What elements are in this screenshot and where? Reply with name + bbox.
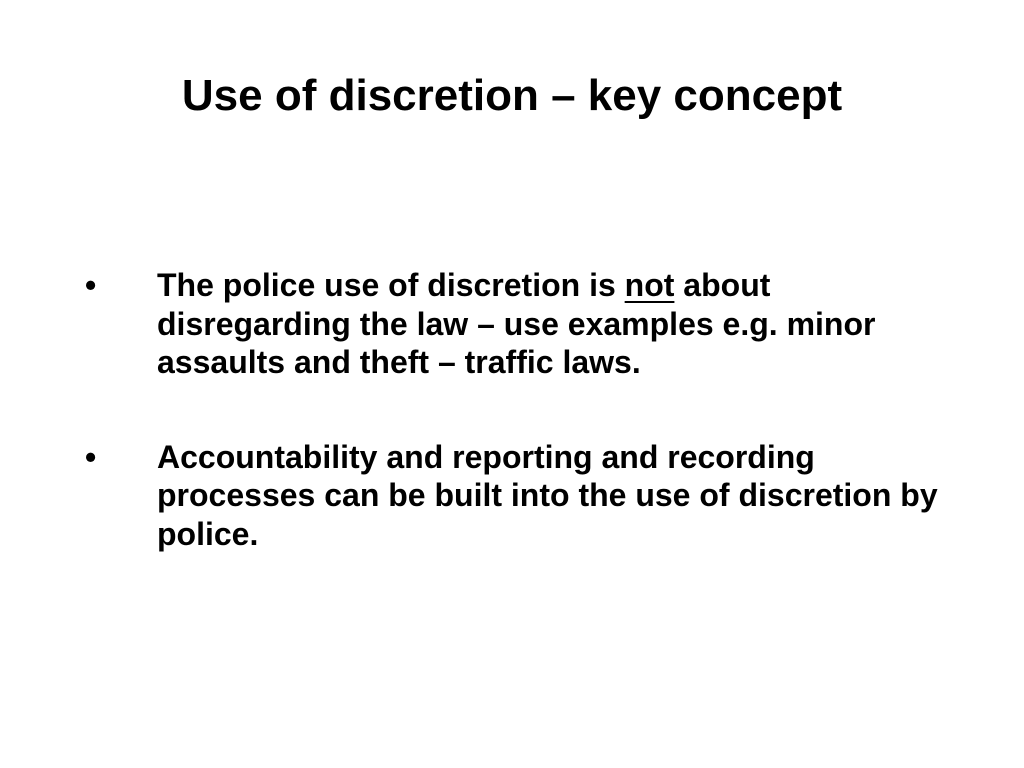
bullet-text-part: The police use of discretion is xyxy=(157,267,625,303)
bullet-item-accountability xyxy=(85,438,965,554)
emphasis-text: not xyxy=(624,267,675,303)
bullet-text: Accountability and reporting and recording processes can be built into the use of discretion by police. xyxy=(157,438,938,552)
slide-title: Use of discretion – key concept xyxy=(181,71,843,120)
bullet-icon: • xyxy=(85,438,97,475)
bullet-list xyxy=(85,266,965,609)
bullet-item-discretion-not-disregard xyxy=(85,266,965,382)
bullet-icon: • xyxy=(85,267,97,303)
bullet-text-part: about disregarding the law – use examples e.g. minor assaults and theft – traffic laws. xyxy=(157,267,876,380)
